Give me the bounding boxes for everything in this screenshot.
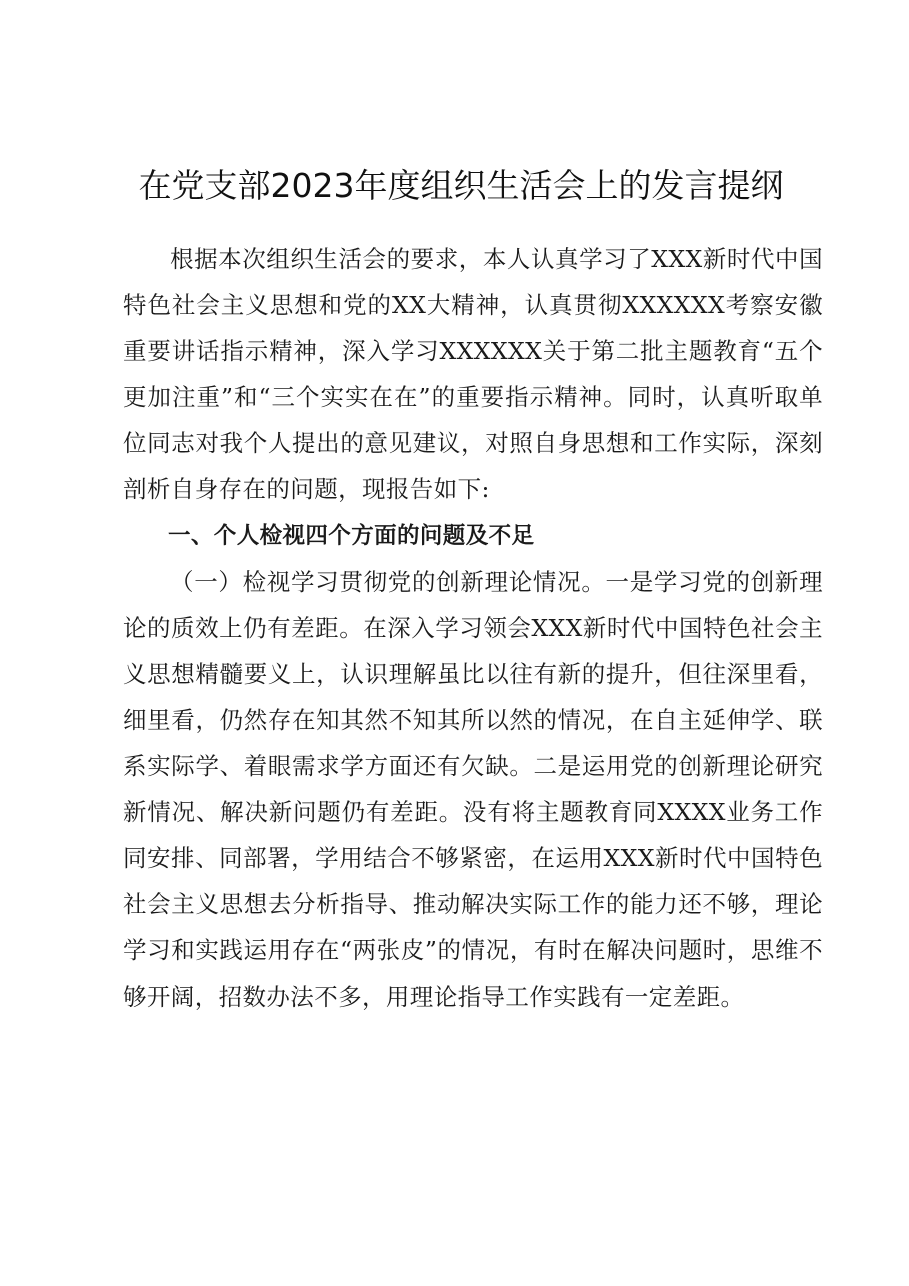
section-heading: 一、个人检视四个方面的问题及不足 [168,522,535,549]
subsection-label: （一）检视学习贯彻党的创新理论情况。 [170,567,606,596]
document-title: 在党支部2023年度组织生活会上的发言提纲 [138,166,784,205]
document-body [123,236,823,1020]
subsection-paragraph [123,559,823,1020]
subsection-text: 一是学习党的创新理论的质效上仍有差距。在深入学习领会XXX新时代中国特色社会主义思想精髓要义上，认识理解虽比以往有新的提升，但往深里看，细里看，仍然存在知其然不知其所以然的情况，在自主延伸学、联系实际学、着眼需求学方面还有欠缺。二是运用党的创新理论研究新情况、解决新问题仍有差距。没有将主题教育同XXXX业务工作同安排、同部署，学用结合不够紧密，在运用XXX新时代中国特色社会主义思想去分析指导、推动解决实际工作的能力还不够，理论学习和实践运用存在“两张皮”的情况，有时在解决问题时，思维不够开阔，招数办法不多，用理论指导工作实践有一定差距。 [123,567,823,1011]
intro-paragraph: 根据本次组织生活会的要求，本人认真学习了XXX新时代中国特色社会主义思想和党的XX大精神，认真贯彻XXXXXX考察安徽重要讲话指示精神，深入学习XXXXXX关于第二批主题教育“五个更加注重”和“三个实实在在”的重要指示精神。同时，认真听取单位同志对我个人提出的意见建议，对照自身思想和工作实际，深刻剖析自身存在的问题，现报告如下: [123,245,823,504]
